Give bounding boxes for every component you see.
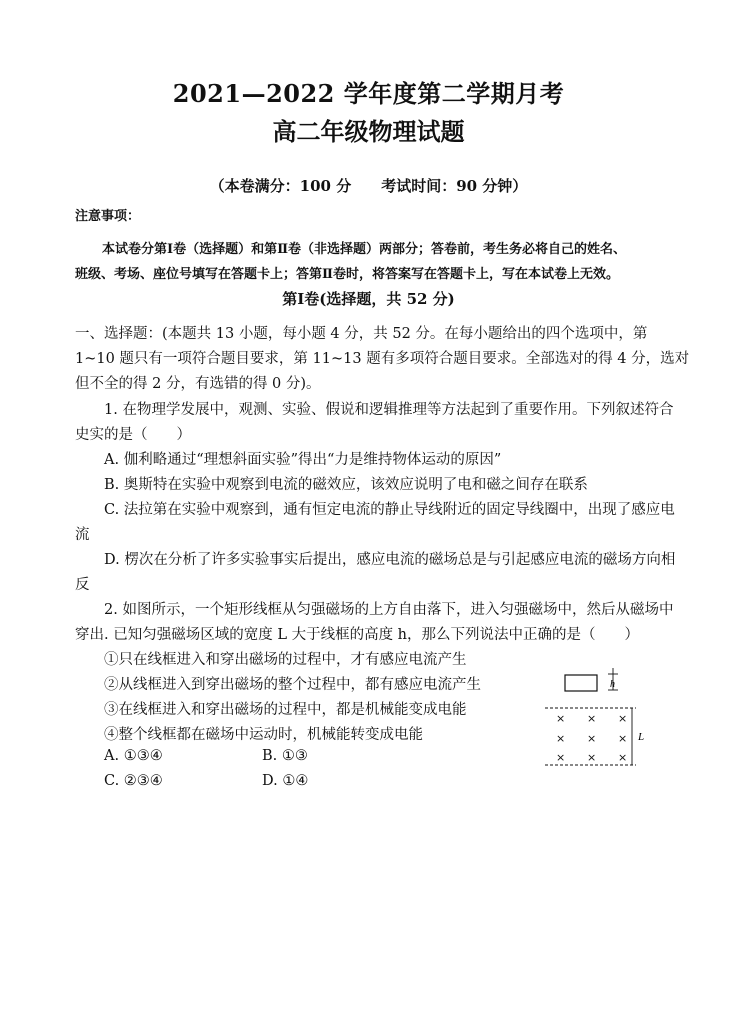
q2-option-d: D. ①④ — [262, 773, 309, 789]
q1-stem-2: 史实的是（ ） — [75, 427, 191, 443]
h-label: h — [610, 679, 615, 690]
field-cross: × — [618, 712, 628, 725]
field-cross: × — [618, 751, 628, 764]
field-cross: × — [587, 732, 597, 745]
q1-option-d-1: D. 楞次在分析了许多实验事实后提出，感应电流的磁场总是与引起感应电流的磁场方向相 — [104, 552, 676, 568]
q2-statement-3: ③在线框进入和穿出磁场的过程中，都是机械能变成电能 — [104, 702, 467, 718]
q1-option-c-2: 流 — [75, 527, 90, 543]
q2-statement-1: ①只在线框进入和穿出磁场的过程中，才有感应电流产生 — [104, 652, 467, 668]
section-intro-3: 但不全的得 2 分，有选错的得 0 分)。 — [75, 376, 321, 392]
notice-line-2: 班级、考场、座位号填写在答题卡上；答第Ⅱ卷时，将答案写在答题卡上，写在本试卷上无效。 — [75, 267, 619, 282]
q2-stem-1: 2. 如图所示，一个矩形线框从匀强磁场的上方自由落下，进入匀强磁场中，然后从磁场中 — [104, 602, 674, 618]
q2-stem-2: 穿出. 已知匀强磁场区域的宽度 L 大于线框的高度 h，那么下列说法中正确的是（ ） — [75, 627, 640, 643]
q1-option-d-2: 反 — [75, 577, 90, 593]
field-cross: × — [618, 732, 628, 745]
section-intro-1: 一、选择题：(本题共 13 小题，每小题 4 分，共 52 分。在每小题给出的四个选项中，第 — [75, 326, 648, 342]
exam-subtitle: 高二年级物理试题 — [272, 117, 465, 146]
field-cross: × — [587, 751, 597, 764]
q1-option-b: B. 奥斯特在实验中观察到电流的磁效应，该效应说明了电和磁之间存在联系 — [104, 477, 588, 493]
section-intro-2: 1~10 题只有一项符合题目要求，第 11~13 题有多项符合题目要求。全部选对的得 4 分，选对 — [75, 351, 690, 367]
notice-line-1: 本试卷分第Ⅰ卷（选择题）和第Ⅱ卷（非选择题）两部分；答卷前，考生务必将自己的姓名、 — [102, 242, 627, 257]
magnetic-field-figure — [540, 660, 660, 770]
field-crosses — [556, 712, 627, 764]
wire-frame — [565, 675, 597, 691]
q2-statement-2: ②从线框进入到穿出磁场的整个过程中，都有感应电流产生 — [104, 677, 481, 693]
q1-option-a: A. 伽利略通过“理想斜面实验”得出“力是维持物体运动的原因” — [104, 452, 502, 468]
L-label: L — [638, 731, 645, 743]
field-cross: × — [556, 751, 566, 764]
field-cross: × — [587, 712, 597, 725]
field-cross: × — [556, 712, 566, 725]
exam-title: 2021—2022 学年度第二学期月考 — [172, 79, 565, 108]
section-title: 第Ⅰ卷(选择题，共 52 分) — [282, 290, 455, 308]
q2-statement-4: ④整个线框都在磁场中运动时，机械能转变成电能 — [104, 727, 423, 743]
q2-option-c: C. ②③④ — [104, 773, 163, 789]
exam-meta: （本卷满分：100 分 考试时间：90 分钟） — [209, 177, 528, 195]
notice-heading: 注意事项： — [75, 209, 141, 224]
q1-stem-1: 1. 在物理学发展中，观测、实验、假说和逻辑推理等方法起到了重要作用。下列叙述符合 — [104, 402, 674, 418]
q1-option-c-1: C. 法拉第在实验中观察到，通有恒定电流的静止导线附近的固定导线圈中，出现了感应电 — [104, 502, 675, 518]
q2-option-b: B. ①③ — [262, 748, 308, 764]
q2-option-a: A. ①③④ — [104, 748, 163, 764]
field-cross: × — [556, 732, 566, 745]
